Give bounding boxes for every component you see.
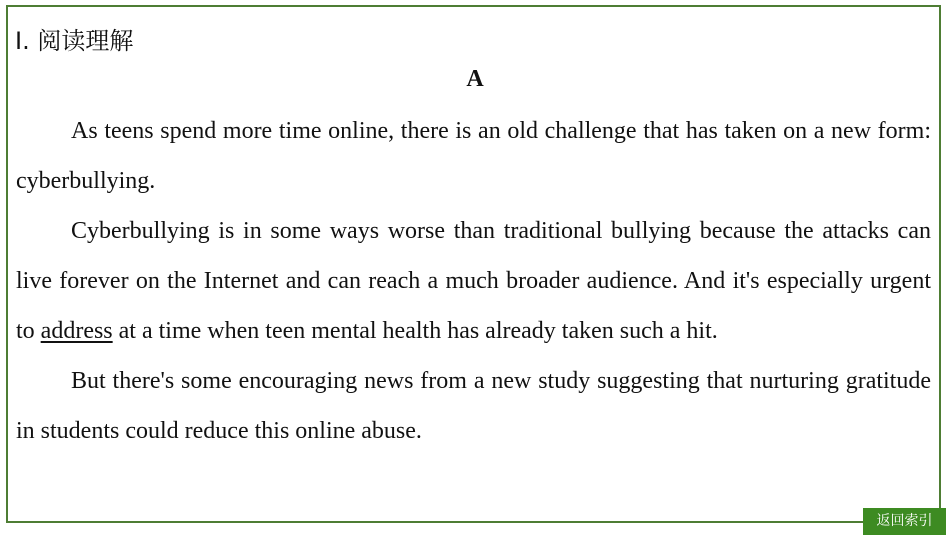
passage-label: A — [466, 66, 484, 92]
paragraph-2-text-end: at a time when teen mental health has already taken such a hit. — [112, 318, 718, 344]
paragraph-3: But there's some encouraging news from a new study suggesting that nurturing gratitude in students could reduce this online abuse. — [16, 368, 931, 444]
back-to-index-button[interactable]: 返回索引 — [863, 508, 946, 535]
paragraph-1: As teens spend more time online, there is an old challenge that has taken on a new form: cyberbullying. — [16, 118, 931, 194]
underlined-word: address — [40, 318, 113, 344]
paragraph-2 — [16, 206, 931, 356]
paragraph-2-text-start: Cyberbullying is in some ways worse than traditional bullying because the attacks can live forever on the Internet and can reach a much broader audience. And it's especially urgent to — [16, 218, 931, 344]
section-heading: I. 阅读理解 — [15, 27, 134, 55]
passage-body — [16, 106, 931, 456]
